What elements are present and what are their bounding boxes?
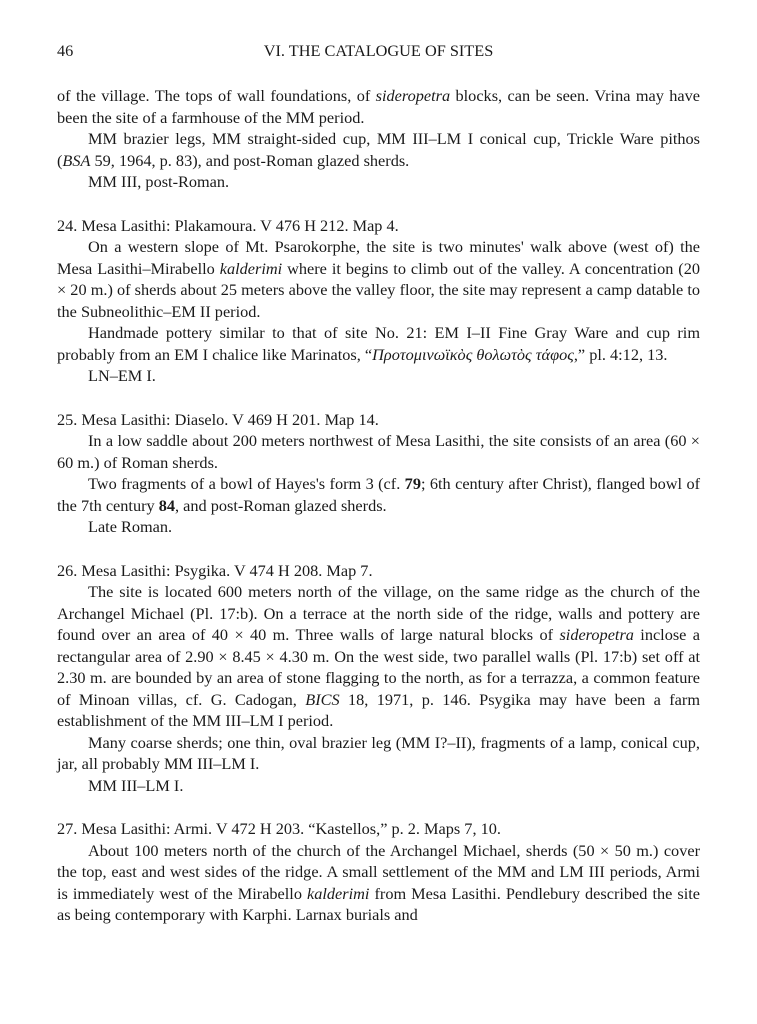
text-run: Handmade pottery similar to that of site No. 21: EM I–II Fine Gray Ware and cup rim probably from an EM I chalice like Marinatos, “ xyxy=(57,323,700,364)
description-paragraph xyxy=(57,430,700,473)
description-paragraph xyxy=(57,236,700,322)
text-run: inclose a rectangular area of 2.90 × 8.45 × 4.30 m. On the west side, two parallel walls (Pl. 17:b) set off at 2.30 m. are bounded by an area of stone flagging to the north, as for a terrazza, a common feature of Minoan villas, cf. G. Cadogan, xyxy=(57,625,701,709)
period-line: MM III, post-Roman. xyxy=(88,172,230,191)
catalogue-reference: 79 xyxy=(404,474,421,493)
text-run: About 100 meters north of the church of the Archangel Michael, sherds (50 × 50 m.) cover the top, east and west sides of the ridge. A small settlement of the MM and LM III periods, Armi is immediately west of the Mirabello xyxy=(57,840,700,903)
text-run: where it begins to climb out of the valley. A concentration (20 × 20 m.) of sherds about 25 meters above the valley floor, the site may represent a camp datable to the Subneolithic–EM II period. xyxy=(57,258,701,321)
finds-paragraph xyxy=(57,732,700,775)
italic-term: kalderimi xyxy=(219,258,283,278)
finds-paragraph xyxy=(57,473,700,516)
entry-heading: 27. Mesa Lasithi: Armi. V 472 H 203. “Kastellos,” p. 2. Maps 7, 10. xyxy=(57,819,501,838)
journal-abbreviation: BSA xyxy=(62,150,91,170)
text-run: MM brazier legs, MM straight-sided cup, MM III–LM I conical cup, Trickle Ware pithos ( xyxy=(57,129,700,170)
italic-term: sideropetra xyxy=(559,625,634,644)
text-run: On a western slope of Mt. Psarokorphe, the site is two minutes' walk above (west of) the Mesa Lasithi–Mirabello xyxy=(57,237,700,278)
running-head xyxy=(57,40,700,62)
journal-abbreviation: BICS xyxy=(305,689,340,709)
italic-term: kalderimi xyxy=(307,883,370,903)
text-run: 18, 1971, p. 146. Psygika may have been a farm establishment of the MM III–LM I period. xyxy=(57,689,700,730)
entry-heading: 25. Mesa Lasithi: Diaselo. V 469 H 201. Map 14. xyxy=(57,409,379,429)
page-number: 46 xyxy=(57,41,74,60)
text-run: of the village. The tops of wall foundations, of xyxy=(57,86,376,105)
text-run: Many coarse sherds; one thin, oval brazier leg (MM I?–II), fragments of a lamp, conical cup, jar, all probably MM III–LM I. xyxy=(57,732,700,773)
book-page xyxy=(57,40,700,1010)
text-run: , and post-Roman glazed sherds. xyxy=(175,495,387,515)
site-entry-26 xyxy=(57,560,700,797)
period-line: Late Roman. xyxy=(88,517,173,536)
text-run: from Mesa Lasithi. Pendlebury described the site as being contemporary with Karphi. Larnax burials and xyxy=(57,883,701,924)
entry-heading: 24. Mesa Lasithi: Plakamoura. V 476 H 212. Map 4. xyxy=(57,215,399,235)
entry-heading: 26. Mesa Lasithi: Psygika. V 474 H 208. Map 7. xyxy=(57,560,373,580)
text-run: blocks, can be seen. Vrina may have been the site of a farmhouse of the MM period. xyxy=(57,86,700,127)
catalogue-reference: 84 xyxy=(158,495,176,515)
running-title: VI. THE CATALOGUE OF SITES xyxy=(263,41,494,60)
greek-title: Προτομινωϊκὸς θολωτὸς τάφος xyxy=(372,344,574,364)
description-paragraph xyxy=(57,840,700,926)
site-entry-24 xyxy=(57,215,700,387)
text-run: Two fragments of a bowl of Hayes's form 3 (cf. xyxy=(88,474,405,493)
period-line: LN–EM I. xyxy=(88,366,156,385)
text-run: ; 6th century after Christ), flanged bowl of the 7th century xyxy=(57,474,701,515)
text-run: ,” pl. 4:12, 13. xyxy=(573,344,668,364)
finds-paragraph xyxy=(57,128,700,171)
finds-paragraph xyxy=(57,322,700,365)
description-paragraph xyxy=(57,581,700,732)
text-run: 59, 1964, p. 83), and post-Roman glazed sherds. xyxy=(90,150,410,170)
italic-term: sideropetra xyxy=(375,86,451,105)
site-entry-27 xyxy=(57,818,700,926)
continued-paragraph xyxy=(57,85,700,128)
text-run: In a low saddle about 200 meters northwest of Mesa Lasithi, the site consists of an area (60 × 60 m.) of Roman sherds. xyxy=(57,431,700,472)
text-run: The site is located 600 meters north of the village, on the same ridge as the church of the Archangel Michael (Pl. 17:b). On a terrace at the north side of the ridge, walls and pottery are found over an area of 40 × 40 m. Three walls of large natural blocks of xyxy=(57,582,700,644)
period-line: MM III–LM I. xyxy=(88,775,184,795)
site-entry-25 xyxy=(57,409,700,538)
